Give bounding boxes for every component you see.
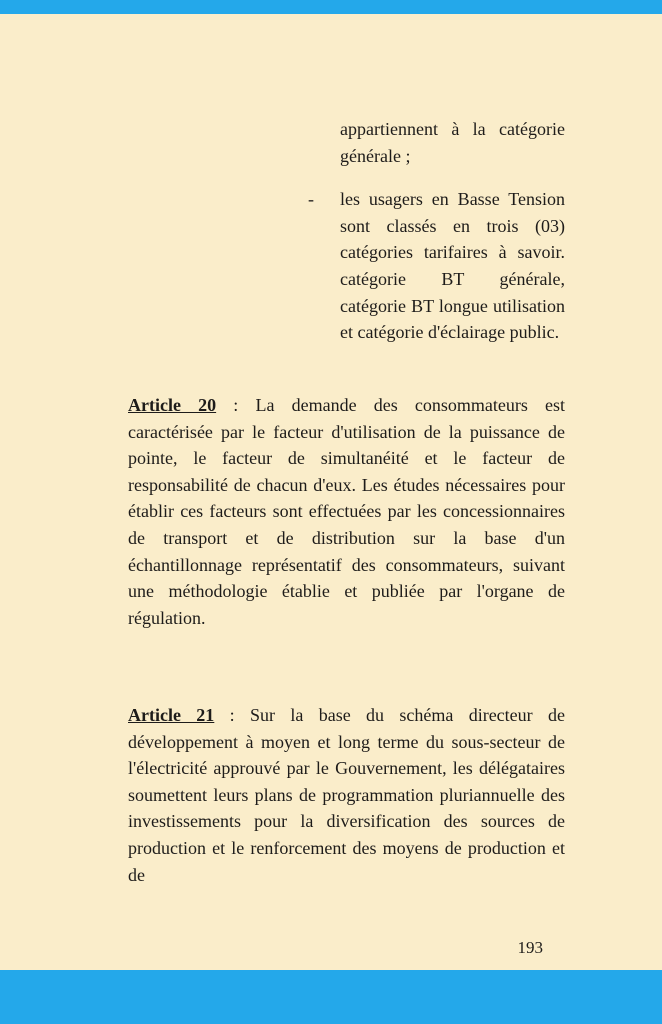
article-21-label: Article 21	[128, 705, 215, 725]
article-20-body: La demande des consommateurs est caractérisée par le facteur d'utilisation de la puissance de pointe, le facteur de simultanéité et le facteur de responsabilité de chacun d'eux. Les études nécessaires pour établir ces facteurs sont effectuées par les concessionnaires de transport et de distribution sur la base d'un échantillonnage représentatif des consommateurs, suivant une méthodologie établie et publiée par l'organe de régulation.	[128, 395, 565, 628]
article-21-separator: :	[214, 705, 251, 725]
bottom-border-bar	[0, 970, 662, 1024]
list-continuation-block	[308, 116, 565, 346]
paragraph-categorie-generale: appartiennent à la catégorie générale ;	[340, 119, 565, 166]
bullet-marker: -	[308, 189, 314, 210]
article-21-text	[128, 702, 565, 888]
article-20-separator: :	[216, 395, 256, 415]
article-21-body: Sur la base du schéma directeur de développement à moyen et long terme du sous-secteur de l'électricité approuvé par le Gouvernement, les délégataires soumettent leurs plans de programmation pluriannuelle des investissements pour la diversification des sources de production et le renforcement des moyens de production et de	[128, 705, 565, 885]
page-number: 193	[517, 938, 543, 957]
list-item-basse-tension	[308, 186, 565, 346]
paragraph-article-21	[128, 702, 565, 888]
list-item-text: les usagers en Basse Tension sont classés en trois (03) catégories tarifaires à savoir. catégorie BT générale, catégorie BT longue utilisation et catégorie d'éclairage public.	[340, 189, 565, 343]
article-20-text	[128, 392, 565, 631]
top-border-bar	[0, 0, 662, 14]
paragraph-article-20	[128, 392, 565, 631]
article-20-label: Article 20	[128, 395, 217, 415]
